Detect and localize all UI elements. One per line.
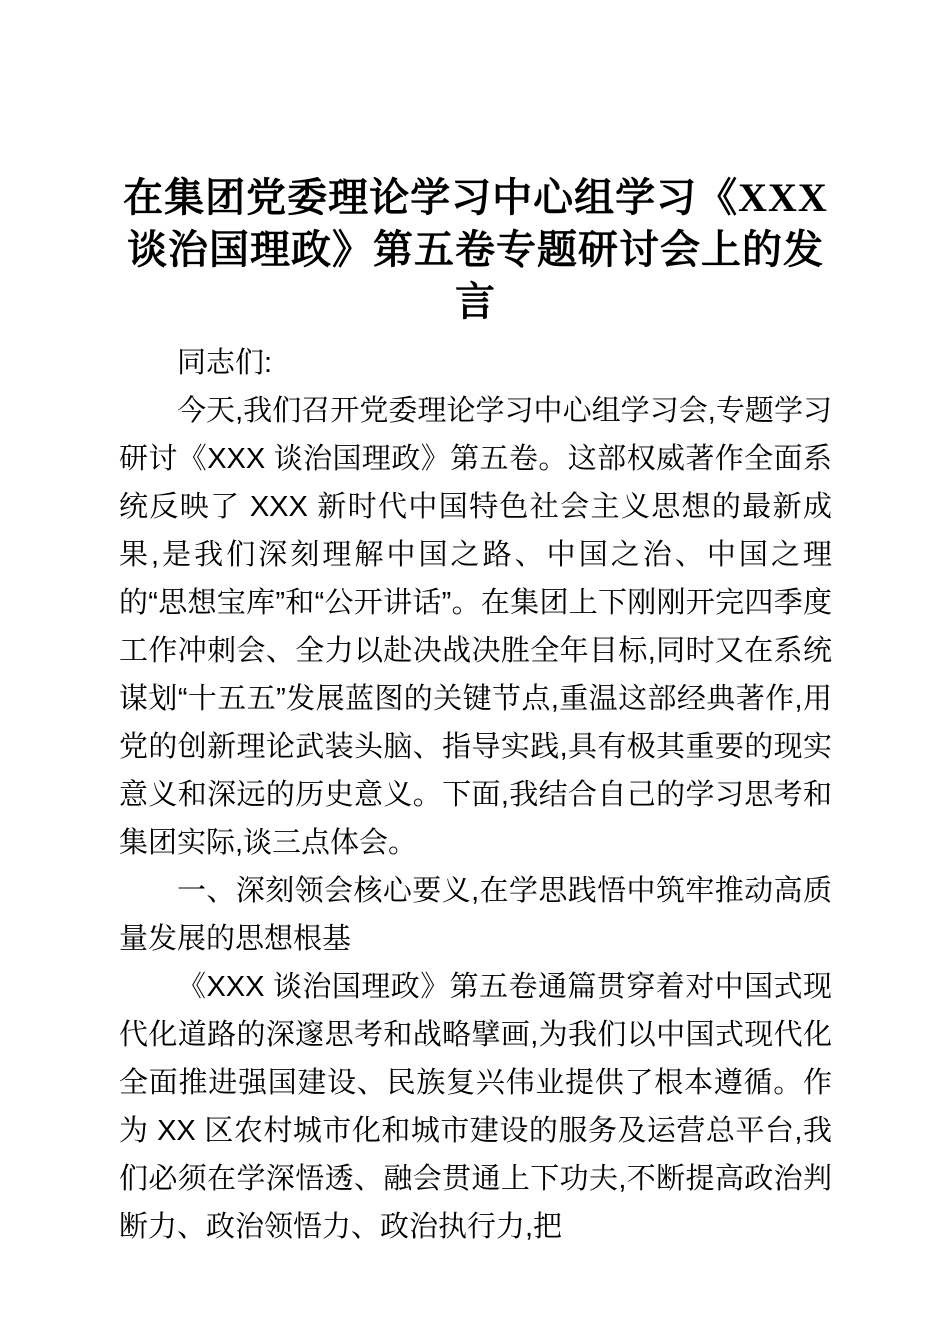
paragraph-salutation: 同志们: — [177, 347, 273, 379]
document-body — [119, 339, 832, 1251]
title-line-1: 在集团党委理论学习中心组学习《XXX — [123, 175, 828, 220]
document-title — [119, 172, 832, 328]
title-line-2: 谈治国理政》第五卷专题研讨会上的发 — [127, 227, 824, 272]
paragraph-section-one-body: 《XXX 谈治国理政》第五卷通篇贯穿着对中国式现代化道路的深邃思考和战略擘画,为我们以中国式现代化全面推进强国建设、民族复兴伟业提供了根本遵循。作为 XX 区农村城市化和城市建设的服务及运营总平台,我们必须在学深悟透、融会贯通上下功夫,不断提高政治判断力、政治领悟力、政治执行力,把 — [119, 971, 832, 1243]
paragraph-intro: 今天,我们召开党委理论学习中心组学习会,专题学习研讨《XXX 谈治国理政》第五卷。这部权威著作全面系统反映了 XXX 新时代中国特色社会主义思想的最新成果,是我们深刻理解中国之路、中国之治、中国之理的“思想宝库”和“公开讲话”。在集团上下刚刚开完四季度工作冲刺会、全力以赴决战决胜全年目标,同时又在系统谋划“十五五”发展蓝图的关键节点,重温这部经典著作,用党的创新理论武装头脑、指导实践,具有极其重要的现实意义和深远的历史意义。下面,我结合自己的学习思考和集团实际,谈三点体会。 — [119, 395, 832, 859]
heading-section-one: 一、深刻领会核心要义,在学思践悟中筑牢推动高质量发展的思想根基 — [119, 875, 832, 955]
document-content — [119, 172, 832, 1251]
title-line-3: 言 — [455, 279, 496, 324]
